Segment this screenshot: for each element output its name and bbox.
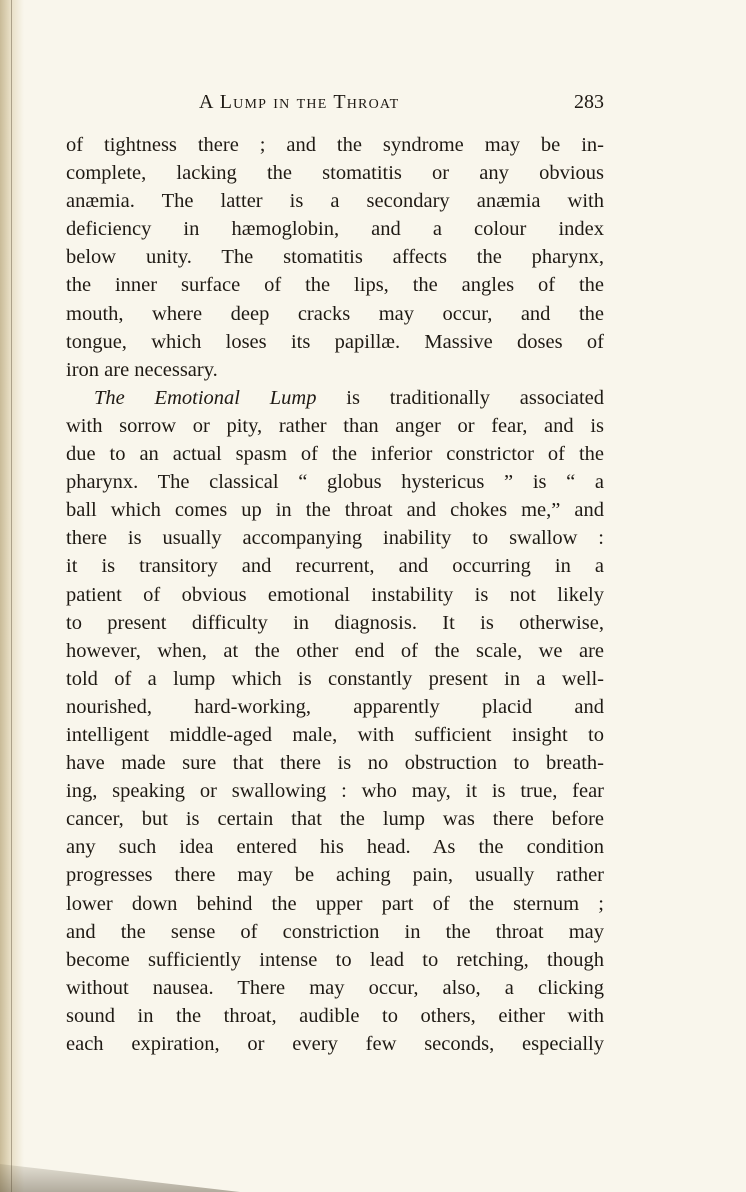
text-line: ing, speaking or swallowing : who may, it is true, fear [66,780,604,803]
text-line: and the sense of constriction in the throat may [66,920,604,943]
paragraph-opening-line [66,384,604,412]
text-line: of tightness there ; and the syndrome may be in- [66,134,604,156]
page-number: 283 [574,91,604,113]
text-line: without nausea. There may occur, also, a clicking [66,976,604,999]
text-line: cancer, but is certain that the lump was there before [66,808,604,831]
text-line: tongue, which loses its papillæ. Massive doses of [66,330,604,353]
text-line: lower down behind the upper part of the sternum ; [66,892,604,915]
body-text [66,131,604,1058]
text-line: below unity. The stomatitis affects the pharynx, [66,246,604,269]
text-line: told of a lump which is constantly present in a well- [66,667,604,690]
text-line: ball which comes up in the throat and chokes me,” and [66,499,604,522]
page-gutter [0,0,24,1192]
text-line: any such idea entered his head. As the condition [66,836,604,859]
text-line: deficiency in hæmoglobin, and a colour index [66,218,604,241]
text-line: patient of obvious emotional instability is not likely [66,583,604,606]
text-fragment: is traditionally associated [346,386,605,409]
text-line: progresses there may be aching pain, usually rather [66,864,604,887]
text-line: there is usually accompanying inability to swallow : [66,527,604,550]
text-line: become sufficiently intense to lead to retching, though [66,948,604,971]
text-line: the inner surface of the lips, the angles of the [66,274,604,297]
text-line: pharynx. The classical “ globus hystericus ” is “ a [66,471,604,494]
text-line: nourished, hard-working, apparently placid and [66,695,604,718]
running-title: A Lump in the Throat [199,91,400,113]
text-line: mouth, where deep cracks may occur, and the [66,302,604,325]
binding-edge [11,0,12,1192]
text-line: to present difficulty in diagnosis. It is otherwise, [66,611,604,634]
text-line: iron are necessary. [66,358,218,381]
text-line: however, when, at the other end of the scale, we are [66,639,604,662]
running-header [66,91,604,117]
text-line: sound in the throat, audible to others, either with [66,1004,604,1027]
page-corner-shadow [0,1152,240,1192]
text-line: with sorrow or pity, rather than anger or fear, and is [66,414,604,437]
text-line: complete, lacking the stomatitis or any obvious [66,162,604,185]
text-line: have made sure that there is no obstruction to breath- [66,752,604,775]
text-line: due to an actual spasm of the inferior constrictor of the [66,443,604,466]
text-line: intelligent middle-aged male, with sufficient insight to [66,723,604,746]
text-line: it is transitory and recurrent, and occurring in a [66,555,604,578]
text-line: anæmia. The latter is a secondary anæmia with [66,190,604,213]
section-heading-inline: The Emotional Lump [94,386,317,409]
text-line: each expiration, or every few seconds, especially [66,1033,604,1055]
